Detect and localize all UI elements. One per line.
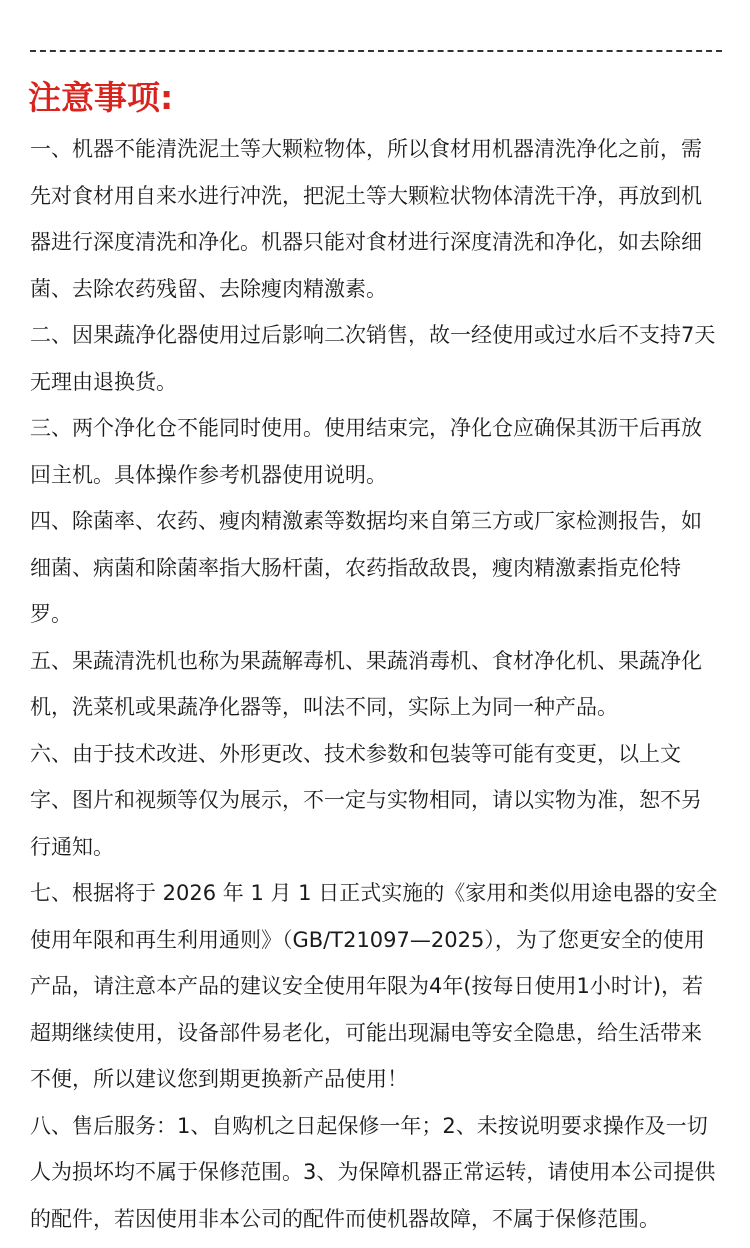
dashed-divider	[30, 50, 722, 52]
note-item-8: 八、售后服务：1、自购机之日起保修一年；2、未按说明要求操作及一切人为损坏均不属于保修范围。3、为保障机器正常运转，请使用本公司提供的配件，若因使用非本公司的配件而使机器故障，不属于保修范围。	[30, 1113, 716, 1231]
note-item-4: 四、除菌率、农药、瘦肉精激素等数据均来自第三方或厂家检测报告，如细菌、病菌和除菌率指大肠杆菌，农药指敌敌畏，瘦肉精激素指克伦特罗。	[30, 509, 702, 626]
notice-title: 注意事项:	[28, 78, 174, 117]
note-item-6: 六、由于技术改进、外形更改、技术参数和包装等可能有变更，以上文字、图片和视频等仅为展示，不一定与实物相同，请以实物为准，恕不另行通知。	[30, 741, 702, 859]
note-item-2: 二、因果蔬净化器使用过后影响二次销售，故一经使用或过水后不支持7天无理由退换货。	[30, 323, 716, 394]
note-item-7: 七、根据将于 2026 年 1 月 1 日正式实施的《家用和类似用途电器的安全使用年限和再生利用通则》（GB/T21097—2025），为了您更安全的使用产品，请注意本产品的建议安全使用年限为4年(按每日使用1小时计)，若超期继续使用，设备部件易老化，可能出现漏电等安全隐患，给生活带来不便，所以建议您到期更换新产品使用！	[30, 881, 718, 1091]
note-item-3: 三、两个净化仓不能同时使用。使用结束完，净化仓应确保其沥干后再放回主机。具体操作参考机器使用说明。	[30, 416, 702, 487]
note-item-1: 一、机器不能清洗泥土等大颗粒物体，所以食材用机器清洗净化之前，需先对食材用自来水进行冲洗，把泥土等大颗粒状物体清洗干净，再放到机器进行深度清洗和净化。机器只能对食材进行深度清洗和净化，如去除细菌、去除农药残留、去除瘦肉精激素。	[30, 137, 702, 301]
note-item-5: 五、果蔬清洗机也称为果蔬解毒机、果蔬消毒机、食材净化机、果蔬净化机，洗菜机或果蔬净化器等，叫法不同，实际上为同一种产品。	[30, 648, 702, 719]
notes-list	[30, 126, 722, 1242]
